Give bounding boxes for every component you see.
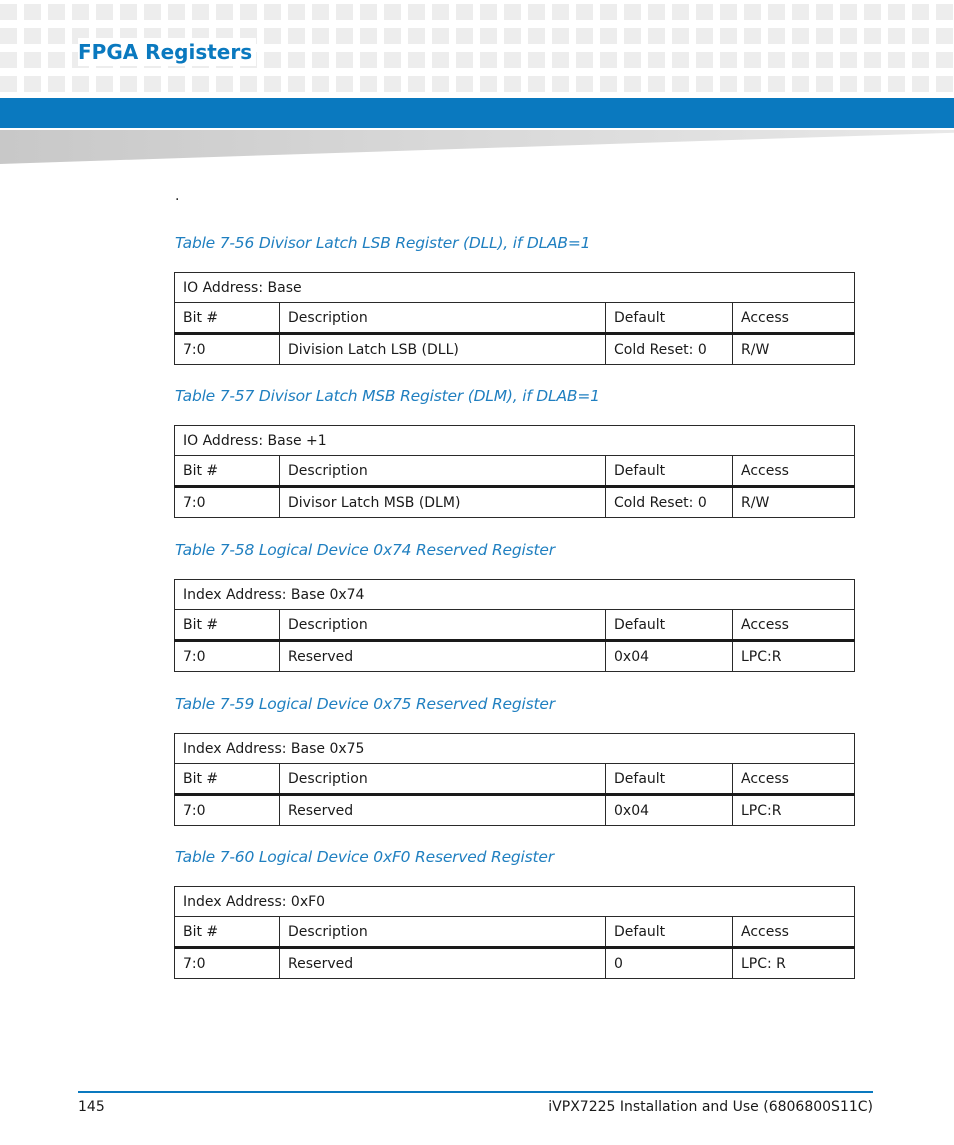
address-cell: Index Address: Base 0x74 — [175, 580, 855, 610]
col-header-default: Default — [606, 917, 733, 948]
address-cell: Index Address: Base 0x75 — [175, 734, 855, 764]
address-row — [175, 580, 855, 610]
col-header-access: Access — [733, 610, 855, 641]
col-header-description: Description — [280, 764, 606, 795]
cell-default: 0x04 — [606, 795, 733, 826]
table-caption: Table 7-60 Logical Device 0xF0 Reserved Register — [175, 848, 554, 866]
header-grey-swoosh — [0, 130, 954, 164]
register-table — [174, 733, 855, 826]
address-row — [175, 426, 855, 456]
col-header-bit: Bit # — [175, 610, 280, 641]
table-row — [175, 948, 855, 979]
col-header-access: Access — [733, 764, 855, 795]
col-header-bit: Bit # — [175, 764, 280, 795]
header-row — [175, 303, 855, 334]
col-header-description: Description — [280, 303, 606, 334]
cell-bit: 7:0 — [175, 487, 280, 518]
header-row — [175, 764, 855, 795]
col-header-access: Access — [733, 917, 855, 948]
cell-access: R/W — [733, 487, 855, 518]
address-cell: IO Address: Base +1 — [175, 426, 855, 456]
address-cell: IO Address: Base — [175, 273, 855, 303]
cell-default: 0 — [606, 948, 733, 979]
table-caption: Table 7-56 Divisor Latch LSB Register (DLL), if DLAB=1 — [175, 234, 591, 252]
footer-rule — [78, 1091, 873, 1093]
header-row — [175, 610, 855, 641]
col-header-description: Description — [280, 456, 606, 487]
col-header-default: Default — [606, 456, 733, 487]
address-row — [175, 887, 855, 917]
col-header-access: Access — [733, 456, 855, 487]
page-title: FPGA Registers — [78, 38, 256, 66]
cell-access: R/W — [733, 334, 855, 365]
page-number: 145 — [78, 1099, 105, 1115]
col-header-bit: Bit # — [175, 303, 280, 334]
header-blue-band — [0, 98, 954, 128]
col-header-description: Description — [280, 917, 606, 948]
cell-default: Cold Reset: 0 — [606, 334, 733, 365]
table-caption: Table 7-57 Divisor Latch MSB Register (DLM), if DLAB=1 — [175, 387, 600, 405]
table-caption: Table 7-58 Logical Device 0x74 Reserved Register — [175, 541, 555, 559]
table-row — [175, 334, 855, 365]
header-row — [175, 917, 855, 948]
cell-description: Reserved — [280, 641, 606, 672]
col-header-default: Default — [606, 764, 733, 795]
cell-bit: 7:0 — [175, 948, 280, 979]
cell-bit: 7:0 — [175, 795, 280, 826]
address-row — [175, 273, 855, 303]
intro-mark: . — [175, 188, 180, 204]
header-row — [175, 456, 855, 487]
cell-bit: 7:0 — [175, 641, 280, 672]
cell-access: LPC:R — [733, 795, 855, 826]
col-header-access: Access — [733, 303, 855, 334]
register-table — [174, 272, 855, 365]
cell-description: Division Latch LSB (DLL) — [280, 334, 606, 365]
cell-access: LPC: R — [733, 948, 855, 979]
cell-description: Reserved — [280, 948, 606, 979]
address-cell: Index Address: 0xF0 — [175, 887, 855, 917]
register-table — [174, 425, 855, 518]
cell-bit: 7:0 — [175, 334, 280, 365]
table-row — [175, 641, 855, 672]
cell-access: LPC:R — [733, 641, 855, 672]
table-row — [175, 487, 855, 518]
address-row — [175, 734, 855, 764]
table-caption: Table 7-59 Logical Device 0x75 Reserved Register — [175, 695, 555, 713]
col-header-bit: Bit # — [175, 456, 280, 487]
document-title: iVPX7225 Installation and Use (6806800S11C) — [548, 1099, 873, 1115]
cell-default: 0x04 — [606, 641, 733, 672]
cell-description: Reserved — [280, 795, 606, 826]
cell-description: Divisor Latch MSB (DLM) — [280, 487, 606, 518]
col-header-description: Description — [280, 610, 606, 641]
col-header-bit: Bit # — [175, 917, 280, 948]
col-header-default: Default — [606, 610, 733, 641]
cell-default: Cold Reset: 0 — [606, 487, 733, 518]
register-table — [174, 579, 855, 672]
col-header-default: Default — [606, 303, 733, 334]
register-table — [174, 886, 855, 979]
table-row — [175, 795, 855, 826]
